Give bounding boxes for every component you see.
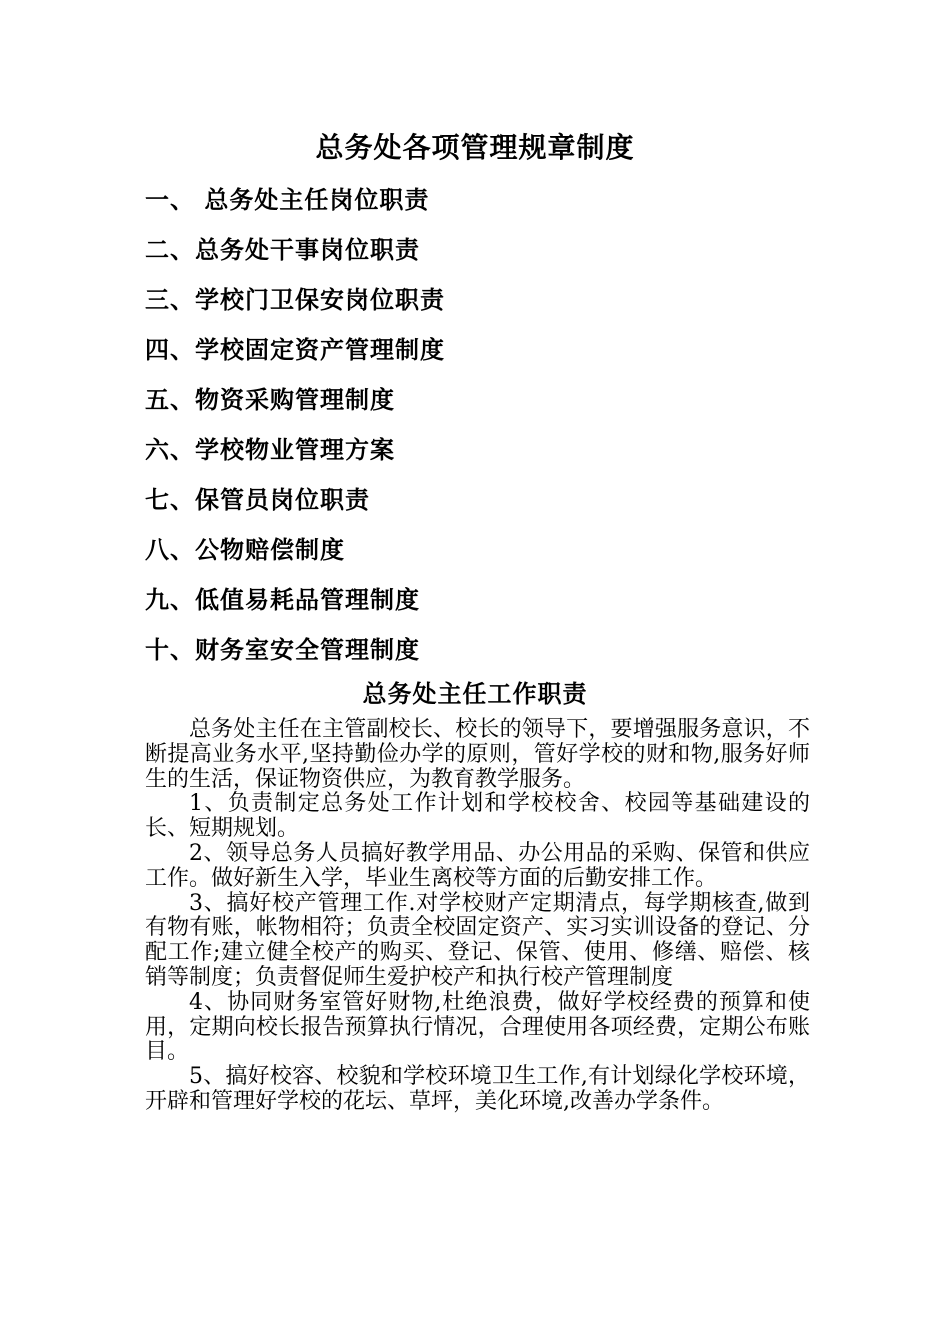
document-title: 总务处各项管理规章制度 (315, 131, 635, 164)
body-paragraph: 5、搞好校容、校貌和学校环境卫生工作,有计划绿化学校环境，开辟和管理好学校的花坛、草坪，美化环境,改善办学条件。 (145, 1064, 810, 1114)
toc-item: 四、学校固定资产管理制度 (145, 335, 445, 364)
toc-item: 六、学校物业管理方案 (145, 435, 395, 464)
body-paragraph: 2、领导总务人员搞好教学用品、办公用品的采购、保管和供应工作。做好新生入学，毕业生离校等方面的后勤安排工作。 (145, 840, 810, 891)
body-paragraph: 4、协同财务室管好财物,杜绝浪费，做好学校经费的预算和使用，定期向校长报告预算执行情况，合理使用各项经费，定期公布账目。 (145, 989, 810, 1065)
body-paragraph: 总务处主任在主管副校长、校长的领导下，要增强服务意识，不断提高业务水平,坚持勤俭办学的原则，管好学校的财和物,服务好师生的生活，保证物资供应，为教育教学服务。 (145, 717, 810, 792)
toc-item: 七、保管员岗位职责 (145, 485, 370, 514)
section-title: 总务处主任工作职责 (362, 679, 588, 708)
toc-item: 八、公物赔偿制度 (145, 535, 345, 564)
table-of-contents (145, 180, 845, 680)
body-paragraph: 1、负责制定总务处工作计划和学校校舍、校园等基础建设的长、短期规划。 (145, 791, 810, 842)
toc-item: 五、物资采购管理制度 (145, 385, 395, 414)
section-body (145, 718, 810, 1115)
toc-item: 九、低值易耗品管理制度 (145, 585, 420, 614)
toc-item: 一、 总务处主任岗位职责 (145, 185, 430, 214)
toc-item: 十、财务室安全管理制度 (145, 635, 420, 664)
toc-item: 二、总务处干事岗位职责 (145, 235, 420, 264)
toc-item: 三、学校门卫保安岗位职责 (145, 285, 445, 314)
body-paragraph: 3、搞好校产管理工作.对学校财产定期清点，每学期核查,做到有物有账，帐物相符；负责全校固定资产、实习实训设备的登记、分配工作;建立健全校产的购买、登记、保管、使用、修缮、赔偿、核销等制度；负责督促师生爱护校产和执行校产管理制度 (145, 890, 810, 990)
